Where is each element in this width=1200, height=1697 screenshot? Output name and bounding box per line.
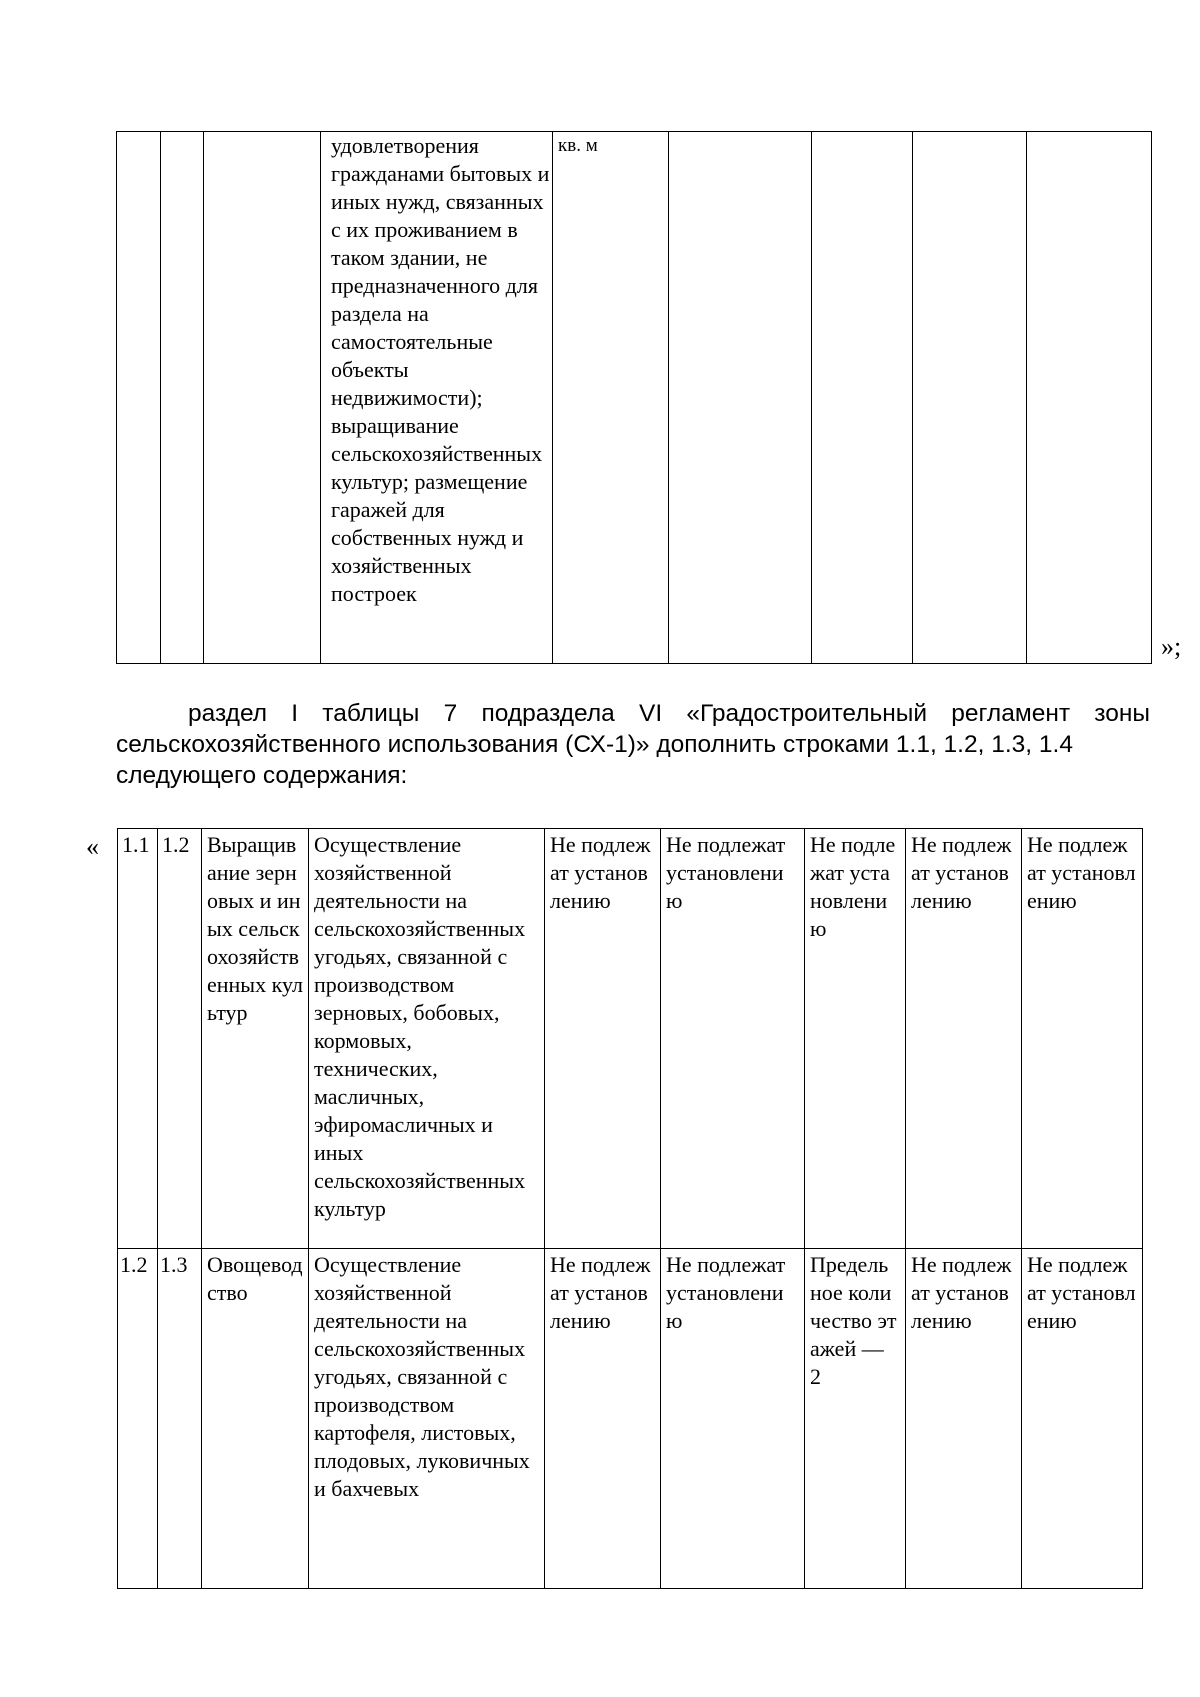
row-number-new: 1.3 — [158, 1249, 202, 1589]
amendment-paragraph — [116, 698, 1150, 791]
opening-quote-mark: « — [86, 832, 99, 861]
regulation-table — [117, 828, 1143, 1589]
table-row — [118, 1249, 1143, 1589]
table-cell — [812, 132, 913, 664]
paragraph-line: следующего содержания: — [116, 762, 408, 789]
parameter-cell: Не подлежат установлению — [1022, 1249, 1143, 1589]
paragraph-line: сельскохозяйственного использования (СХ-1)» дополнить строками 1.1, 1.2, 1.3, 1.4 — [116, 731, 1073, 758]
parameter-cell: Не подлежат установлению — [1022, 829, 1143, 1249]
row-number-new: 1.2 — [158, 829, 202, 1249]
table-cell — [1027, 132, 1152, 664]
parameter-cell: Не подлежат установлению — [661, 829, 805, 1249]
table-cell — [913, 132, 1027, 664]
table-row — [117, 132, 1152, 664]
land-use-description: Осуществление хозяйственной деятельности на сельскохозяйственных угодьях, связанной с производством картофеля, листовых, плодовых, луковичных и бахчевых — [309, 1249, 545, 1589]
land-use-name: Выращивание зерновых и иных сельскохозяйственных культур — [202, 829, 309, 1249]
table-cell — [161, 132, 204, 664]
paragraph-line: раздел I таблицы 7 подраздела VI «Градостроительный регламент зоны — [188, 700, 1150, 727]
parameter-cell: Не подлежат установлению — [545, 1249, 661, 1589]
description-cell: удовлетворения гражданами бытовых и иных нужд, связанных с их проживанием в таком здании, не предназначенного для раздела на самостоятельные объекты недвижимости); выращивание сельскохозяйственных культур; размещение гаражей для собственных нужд и хозяйственных построек — [321, 132, 553, 664]
parameter-cell: Не подлежат установлению — [906, 1249, 1022, 1589]
table-cell — [117, 132, 161, 664]
land-use-description: Осуществление хозяйственной деятельности на сельскохозяйственных угодьях, связанной с производством зерновых, бобовых, кормовых, технических, масличных, эфиромасличных и иных сельскохозяйственных культур — [309, 829, 545, 1249]
land-use-name: Овощеводство — [202, 1249, 309, 1589]
table-cell — [669, 132, 812, 664]
continuation-table — [116, 131, 1152, 664]
unit-cell: кв. м — [553, 132, 669, 664]
parameter-cell: Не подлежат установлению — [805, 829, 906, 1249]
parameter-cell: Не подлежат установлению — [661, 1249, 805, 1589]
parameter-cell: Не подлежат установлению — [906, 829, 1022, 1249]
parameter-cell: Не подлежат установлению — [545, 829, 661, 1249]
row-number-old: 1.1 — [118, 829, 158, 1249]
table-row — [118, 829, 1143, 1249]
parameter-cell: Предельное количество этажей — 2 — [805, 1249, 906, 1589]
row-number-old: 1.2 — [118, 1249, 158, 1589]
table-cell — [204, 132, 321, 664]
closing-quote-mark: »; — [1161, 632, 1182, 661]
